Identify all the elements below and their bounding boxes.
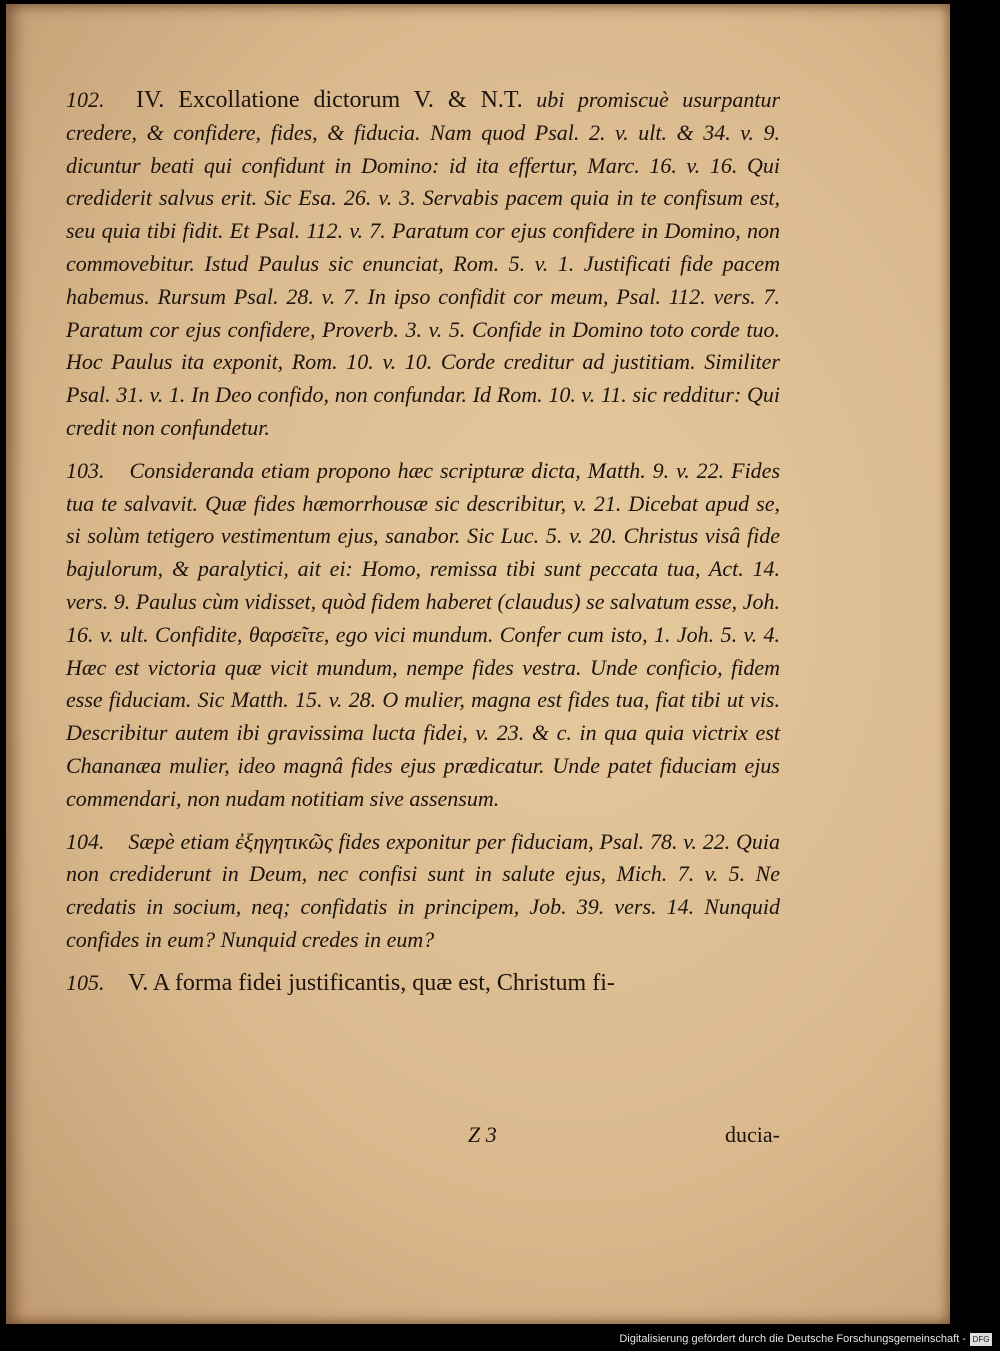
book-page (6, 4, 950, 1324)
paragraph-number: 105. (66, 969, 105, 995)
funding-credit: Digitalisierung gefördert durch die Deutsche Forschungsgemeinschaft - (619, 1333, 966, 1345)
paragraph-lead: V. A forma fidei justificantis, quæ est, Christum fi- (128, 969, 615, 996)
paragraph-number: 102. (66, 87, 105, 112)
paragraph-105 (66, 967, 780, 1000)
paragraph-102 (66, 84, 780, 445)
paragraph-number: 104. (66, 828, 105, 854)
paragraph-104 (66, 826, 780, 957)
paragraph-number: 103. (66, 457, 105, 483)
page-footer (66, 1122, 780, 1156)
paragraph-text: ubi promiscuè usurpantur credere, & confidere, fides, & fiducia. Nam quod Psal. 2. v. ult. & 34. v. 9. dicuntur beati qui confidunt in Domino: id ita effertur, Marc. 16. v. 16. Qui crediderit salvus erit. Sic Esa. 26. v. 3. Servabis pacem quia in te confisum est, seu quia tibi fidit. Et Psal. 112. v. 7. Paratum cor ejus confidere in Domino, non commovebitur. Istud Paulus sic enunciat, Rom. 5. v. 1. Justificati fide pacem habemus. Rursum Psal. 28. v. 7. In ipso confidit cor meum, Psal. 112. vers. 7. Paratum cor ejus confidere, Proverb. 3. v. 5. Confide in Domino toto corde tuo. Hoc Paulus ita exponit, Rom. 10. v. 10. Corde creditur ad justitiam. Similiter Psal. 31. v. 1. In Deo confido, non confundar. Id Rom. 10. v. 11. sic redditur: Qui credit non confundetur. (66, 87, 781, 440)
page-text (66, 84, 780, 1010)
dfg-logo: DFG (970, 1333, 992, 1346)
paragraph-lead: IV. Excollatione dictorum V. & N.T. (136, 87, 523, 113)
paragraph-text: Consideranda etiam propono hæc scripturæ dicta, Matth. 9. v. 22. Fides tua te salvavit. Quæ fides hæmorrhousæ sic describitur, v. 21. Dicebat apud se, si solùm tetigero vestimentum ejus, sanabor. Sic Luc. 5. v. 20. Christus visâ fide bajulorum, & paralytici, ait ei: Homo, remissa tibi sunt peccata tua, Act. 14. vers. 9. Paulus cùm vidisset, quòd fidem haberet (claudus) se salvatum esse, Joh. 16. v. ult. Confidite, θαρσεῖτε, ego vici mundum. Confer cum isto, 1. Joh. 5. v. 4. Hæc est victoria quæ vicit mundum, nempe fides vestra. Unde conficio, fidem esse fiduciam. Sic Matth. 15. v. 28. O mulier, magna est fides tua, fiat tibi ut vis. Describitur autem ibi gravissima lucta fidei, v. 23. & c. in qua quia victrix est Chananæa mulier, ideo magnâ fides ejus prædicatur. Unde patet fiduciam ejus commendari, non nudam notitiam sive assensum. (66, 457, 781, 811)
paragraph-text: Sæpè etiam ἐξηγητικῶς fides exponitur per fiduciam, Psal. 78. v. 22. Quia non crediderunt in Deum, nec confisi sunt in salute ejus, Mich. 7. v. 5. Ne credatis in socium, neq; confidatis in principem, Job. 39. vers. 14. Nunquid confides in eum? Nunquid credes in eum? (66, 828, 780, 952)
signature-mark: Z 3 (468, 1122, 497, 1147)
paragraph-103 (66, 455, 780, 816)
catchword: ducia- (725, 1122, 780, 1147)
